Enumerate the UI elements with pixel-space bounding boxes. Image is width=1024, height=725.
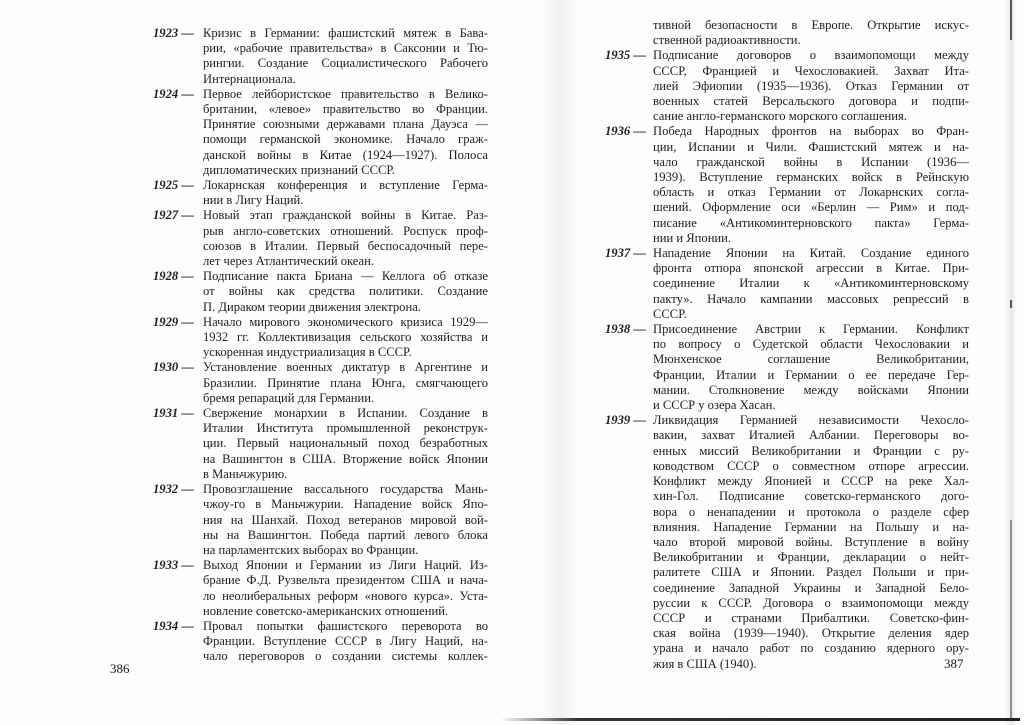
entry-year: 1924 — — [153, 86, 194, 101]
entry-text-line: от войны как средства политики. Создание — [203, 284, 488, 299]
entry-text-line: Нападение Японии на Китай. Создание единого — [653, 246, 969, 261]
entry-text-line: Установление военных диктатур в Аргентине и — [203, 360, 488, 375]
entry-text-line: СССР, Францией и Чехословакией. Захват Ита- — [653, 63, 969, 78]
entry-year: 1925 — — [153, 178, 194, 193]
scan-mark — [1010, 300, 1012, 308]
entry-text-line: жия в США (1940). — [653, 656, 757, 671]
entry-text-line: вакии, захват Италией Албании. Переговоры во- — [653, 428, 969, 443]
entry-text-line: ло неолиберальных реформ «нового курса». Уста- — [203, 588, 488, 603]
entry-text-line: чало второй мировой войны. Вступление в войну — [653, 534, 969, 549]
entry-text-line: британии, «левое» правительство во Франции. — [203, 102, 488, 117]
page-number-left: 386 — [110, 661, 130, 676]
entry-text-line: 1939). Вступление германских войск в Рейнскую — [653, 170, 969, 185]
entry-text-line: дипломатических признаний СССР. — [203, 162, 395, 177]
entry-year: 1931 — — [153, 406, 194, 421]
entry-text-line: Начало мирового экономического кризиса 1929— — [203, 314, 488, 329]
entry-text-line: нии в Лигу Наций. — [203, 193, 304, 208]
entry-text-line: ции. Первый национальный поход безработных — [203, 436, 488, 451]
entry-text-line: тивной безопасности в Европе. Открытие искус- — [653, 18, 969, 32]
entry-text-line: нии и Японии. — [653, 230, 732, 245]
entry-text-line: и СССР у озера Хасан. — [653, 398, 776, 413]
entry-text-line: Бразилии. Принятие плана Юнга, смягчающего — [203, 375, 488, 390]
entry-text-line: на Вашингтон в США. Вторжение войск Японии — [203, 451, 488, 466]
chronology-entry — [153, 406, 488, 482]
chronology-entry — [153, 482, 488, 558]
scan-shadow — [500, 718, 1020, 721]
entry-text-line: ководством СССР о совместном отпоре агрессии. — [653, 458, 969, 473]
chronology-entry — [605, 48, 969, 124]
chronology-entry — [605, 322, 969, 413]
entry-text-line: хин-Гол. Подписание советско-германского дого- — [653, 489, 969, 504]
entry-year: 1930 — — [153, 360, 194, 375]
entry-text-line: помощи германской экономике. Начало граж- — [203, 132, 488, 147]
chronology-entry — [605, 124, 969, 246]
chronology-entry — [153, 269, 488, 315]
entry-text-line: Присоединение Австрии к Германии. Конфликт — [653, 322, 969, 337]
entry-year: 1935 — — [605, 48, 646, 63]
chronology-entry — [605, 18, 969, 48]
chronology-entry — [153, 26, 488, 87]
scan-mark — [1010, 0, 1012, 40]
entry-text-line: чало гражданской войны в Испании (1936— — [653, 154, 969, 169]
entry-text-line: военных статей Версальского договора и подпи- — [653, 94, 969, 109]
page-edge — [1004, 0, 1024, 725]
entry-text-line: Первое лейбористское правительство в Велико- — [203, 86, 488, 101]
entry-text-line: пакту». Начало кампании массовых репрессий в — [653, 291, 969, 306]
entry-text-line: соединение Западной Украины и Западной Бело- — [653, 580, 969, 595]
entry-text-line: мании. Столкновение между войсками Японии — [653, 382, 969, 397]
entry-text-line: 1932 гг. Коллективизация сельского хозяйства и — [203, 330, 488, 345]
right-page-chronology — [605, 18, 969, 672]
entry-text-line: Подписание пакта Бриана — Келлога об отказе — [203, 269, 488, 284]
entry-text-line: Провал попытки фашистского переворота во — [203, 618, 488, 633]
entry-text-line: СССР. — [653, 306, 687, 321]
entry-text-line: ская война (1939—1940). Открытие деления ядер — [653, 626, 969, 641]
entry-year: 1936 — — [605, 124, 646, 139]
entry-text-line: Новый этап гражданской войны в Китае. Раз- — [203, 208, 488, 223]
entry-text-line: рингии. Создание Социалистического Рабочего — [203, 56, 488, 71]
entry-text-line: Конфликт между Японией и СССР на реке Хал- — [653, 474, 969, 489]
entry-text-line: рыв англо-советских отношений. Роспуск проф- — [203, 223, 488, 238]
entry-text-line: лией Эфиопии (1935—1936). Отказ Германии от — [653, 78, 969, 93]
chronology-entry — [153, 208, 488, 269]
entry-text-line: енных миссий Великобритании и Франции с ру- — [653, 443, 969, 458]
entry-text-line: бремя репараций для Германии. — [203, 390, 375, 405]
entry-text-line: чало переговоров о создании системы коллек- — [203, 649, 488, 664]
entry-text-line: брание Ф.Д. Рузвельта президентом США и нача- — [203, 573, 488, 588]
chronology-entry — [153, 360, 488, 406]
page-number-right: 387 — [944, 656, 964, 671]
entry-text-line: союзов в Италии. Первый беспосадочный пере- — [203, 238, 488, 253]
entry-text-line: Принятие союзными державами плана Дауэса — — [203, 117, 488, 132]
entry-text-line: ускоренная индустриализация в СССР. — [203, 345, 412, 360]
entry-text-line: данской войны в Китае (1924—1927). Полоса — [203, 147, 488, 162]
entry-text-line: Победа Народных фронтов на выборах во Фран- — [653, 124, 969, 139]
entry-text-line: чжоу-го в Маньчжурии. Нападение войск Япо- — [203, 497, 488, 512]
entry-text-line: СССР и странами Прибалтики. Советско-фин- — [653, 610, 969, 625]
entry-text-line: по вопросу о Судетской области Чехословакии и — [653, 337, 969, 352]
entry-text-line: Мюнхенское соглашение Великобритании, — [653, 352, 969, 367]
book-gutter — [540, 0, 580, 725]
entry-year: 1933 — — [153, 558, 194, 573]
entry-year: 1932 — — [153, 482, 194, 497]
chronology-entry — [153, 87, 488, 178]
entry-year: 1939 — — [605, 413, 646, 428]
entry-text-line: ны на Вашингтон. Победа партий левого блока — [203, 527, 488, 542]
entry-text-line: область и отказ Германии от Локарнских согла- — [653, 185, 969, 200]
entry-year: 1937 — — [605, 246, 646, 261]
entry-text-line: влияния. Нападение Германии на Польшу и на- — [653, 519, 969, 534]
entry-text-line: в Маньчжурию. — [203, 466, 288, 481]
chronology-entry — [605, 246, 969, 322]
chronology-entry — [153, 558, 488, 619]
entry-text-line: урана и начало работ по созданию ядерного ору- — [653, 641, 969, 656]
entry-text-line: новление советско-американских отношений. — [203, 603, 449, 618]
entry-text-line: ции, Испании и Чили. Фашистский мятеж и на- — [653, 139, 969, 154]
entry-text-line: П. Дираком теории движения электрона. — [203, 299, 421, 314]
entry-text-line: ралитете США и Японии. Раздел Польши и при- — [653, 565, 969, 580]
entry-text-line: Франции, Италии и Германии о ее передаче Гер- — [653, 367, 969, 382]
entry-text-line: на парламентских выборах во Франции. — [203, 542, 419, 557]
entry-text-line: писание «Антикоминтерновского пакта» Герма- — [653, 215, 969, 230]
entry-text-line: вора о ненападении и протокола о разделе сфер — [653, 504, 969, 519]
entry-text-line: Интернационала. — [203, 71, 296, 86]
entry-text-line: Выход Японии и Германии из Лиги Наций. Из- — [203, 558, 488, 573]
entry-text-line: Италии Института промышленной реконструк- — [203, 421, 488, 436]
entry-text-line: Провозглашение вассального государства Мань- — [203, 482, 488, 497]
entry-text-line: руссии к СССР. Договора о взаимопомощи между — [653, 595, 969, 610]
entry-text-line: соединение Италии к «Антикоминтерновскому — [653, 276, 969, 291]
entry-year: 1923 — — [153, 26, 194, 40]
entry-text-line: фронта отпора японской агрессии в Китае. При- — [653, 261, 969, 276]
entry-year: 1929 — — [153, 314, 194, 329]
entry-text-line: лет через Атлантический океан. — [203, 254, 375, 269]
entry-year: 1934 — — [153, 618, 194, 633]
entry-year: 1938 — — [605, 322, 646, 337]
entry-text-line: сание англо-германского морского соглашения. — [653, 109, 907, 124]
entry-text-line: рии, «рабочие правительства» в Саксонии и Тю- — [203, 41, 488, 56]
entry-text-line: шений. Оформление оси «Берлин — Рим» и под- — [653, 200, 969, 215]
chronology-entry — [153, 178, 488, 208]
entry-text-line: Ликвидация Германией независимости Чехосло- — [653, 413, 969, 428]
chronology-entry — [153, 619, 488, 665]
left-page-chronology — [153, 26, 488, 665]
entry-text-line: ственной радиоактивности. — [653, 33, 801, 48]
scan-mark — [1010, 520, 1012, 720]
entry-text-line: Свержение монархии в Испании. Создание в — [203, 406, 488, 421]
chronology-entry — [605, 413, 969, 671]
entry-text-line: Локарнская конференция и вступление Герма- — [203, 178, 488, 193]
entry-text-line: Франции. Вступление СССР в Лигу Наций, на- — [203, 634, 488, 649]
entry-year: 1927 — — [153, 208, 194, 223]
entry-text-line: Кризис в Германии: фашистский мятеж в Бава- — [203, 26, 488, 40]
entry-text-line: Подписание договоров о взаимопомощи между — [653, 48, 969, 63]
entry-year: 1928 — — [153, 269, 194, 284]
chronology-entry — [153, 315, 488, 361]
entry-text-line: Великобритании и Франции, декларации о нейт- — [653, 550, 969, 565]
entry-text-line: ния на Шанхай. Поход ветеранов мировой вой- — [203, 512, 488, 527]
